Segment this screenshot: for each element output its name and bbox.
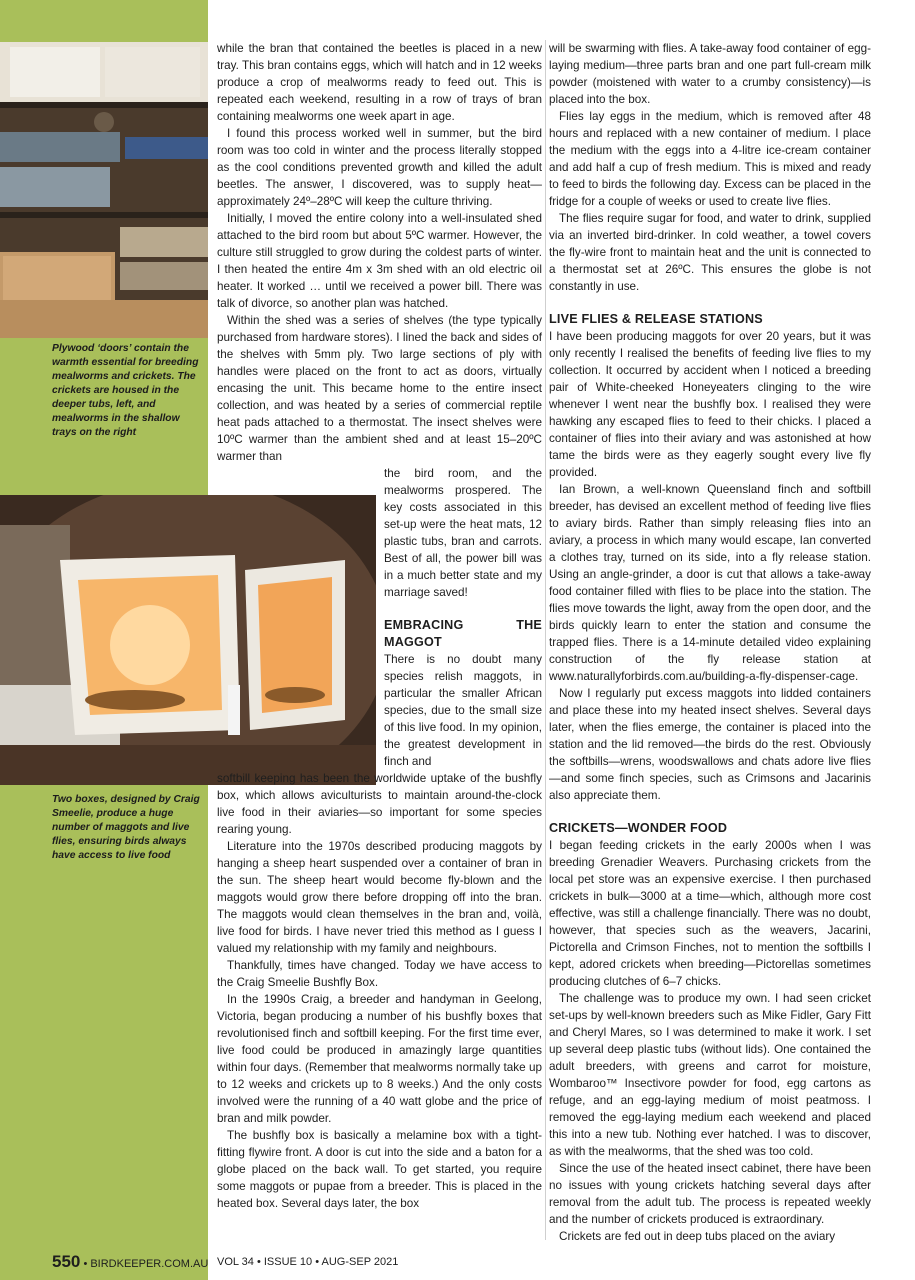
paragraph: Now I regularly put excess maggots into lidded containers and place these into my heated insect shelves. Several days later, when the flies emerge, the container is placed into the station and the lid removed—the birds do the rest. Obviously the softbills—wrens, woodswallows and chats adore live flies—and some finch species, such as Crimsons and Jacarinis also appreciate them. xyxy=(549,687,871,802)
paragraph: Ian Brown, a well-known Queensland finch and softbill breeder, has devised an excellent method of feeding live flies to aviary birds. Rather than simply releasing flies into an aviary, a process in which many would escape, Ian converted a clothes tray, turned on its side, into a fly release station. Using an angle-grinder, a door is cut that allows a take-away food container filled with flies to be place into the station. The flies move towards the light, away from the open door, and the birds quickly learn to enter the station and consume the trapped flies. There is a 14-minute detailed video explaining construction of the fly release station at www.naturallyforbirds.com.au/building-a-fly-dispenser-cage. xyxy=(549,483,871,683)
section-heading-crickets: CRICKETS—WONDER FOOD xyxy=(549,821,728,835)
photo-caption-bushfly: Two boxes, designed by Craig Smeelie, produce a huge number of maggots and live flies, ensuring birds always have access to live food xyxy=(52,794,200,861)
column-divider xyxy=(545,40,546,1240)
article-column-1 xyxy=(217,40,542,1212)
photo-insect-shelves xyxy=(0,42,208,338)
footer-site: • BIRDKEEPER.COM.AU xyxy=(83,1258,209,1270)
paragraph: Crickets are fed out in deep tubs placed on the aviary xyxy=(559,1230,836,1243)
paragraph: softbill keeping has been the worldwide uptake of the bushfly box, which allows aviculturists to maintain around-the-clock live food in their aviaries—so important for some species rearing young. xyxy=(217,772,542,836)
paragraph: will be swarming with flies. A take-away food container of egg-laying medium—three parts bran and one part full-cream milk powder (moistened with water to a crumby consistency)—is placed into the box. xyxy=(549,42,871,106)
photo-caption-shelves: Plywood ‘doors’ contain the warmth essential for breeding mealworms and crickets. The crickets are housed in the deeper tubs, left, and mealworms in the shallow trays on the right xyxy=(52,343,199,438)
paragraph: Within the shed was a series of shelves (the type typically purchased from hardware stores). I lined the back and sides of the shelves with 5mm ply. Two large sections of ply with handles were placed on the front to act as doors, virtually encasing the unit. This became home to the entire insect collection, and was heated by a series of commercial reptile heat pads attached to a thermostat. The insect shelves were 10ºC warmer than the ambient shed and at least 15–20ºC warmer than xyxy=(217,314,542,463)
paragraph: In the 1990s Craig, a breeder and handyman in Geelong, Victoria, began producing a number of his bushfly boxes that revolutionised finch and softbill keeping. For the first time ever, live food could be produced in amazingly large quantities within four days. (Remember that mealworms normally take up to 12 weeks and crickets up to 8 weeks.) And the only costs involved were the running of a 40 watt globe and the price of bran and milk powder. xyxy=(217,993,542,1125)
paragraph: There is no doubt many species relish maggots, in particular the smaller African species, due to the small size of this live food. In my opinion, the greatest development in finch and xyxy=(384,653,542,768)
paragraph: I began feeding crickets in the early 2000s when I was breeding Grenadier Weavers. Purchasing crickets from the local pet store was an expensive exercise. I then purchased crickets in bulk—3000 at a time—which, although more cost effective, was still a challenge financially. There was no doubt, however, that species such as the weavers, Jacarini, Pictorella and Crimson Finches, not to mention the softbills I kept, adored crickets when breeding—Pictorellas sometimes producing clutches of 6–7 chicks. xyxy=(549,839,871,988)
footer-issue: VOL 34 • ISSUE 10 • AUG-SEP 2021 xyxy=(217,1256,399,1268)
paragraph: Thankfully, times have changed. Today we have access to the Craig Smeelie Bushfly Box. xyxy=(217,959,542,989)
paragraph: Literature into the 1970s described producing maggots by hanging a sheep heart suspended over a container of bran in the sun. The sheep heart would become fly-blown and the maggots would grow there before dropping off into the bran. The maggots would clean themselves in the bran and, voilà, live food for birds. I have never tried this method as I guess I valued my relationship with my family and neighbours. xyxy=(217,840,542,955)
paragraph: I found this process worked well in summer, but the bird room was too cold in winter and the process literally stopped as the cool conditions prevented growth and killed the adult beetles. The answer, I discovered, was to supply heat—approximately 24º–28ºC will keep the culture thriving. xyxy=(217,127,542,208)
text-beside-photo xyxy=(384,465,542,770)
paragraph: The challenge was to produce my own. I had seen cricket set-ups by well-known breeders such as Mike Fidler, Gary Fitt and Cheryl Mares, so I was determined to make it work. I set up several deep plastic tubs (without lids). One contained the adult breeders, with greens and carrot for moisture, Wombaroo™ Insectivore powder for food, egg cartons as refuge, and an egg-laying medium of moist peatmoss. I removed the egg-laying medium each weekend and placed this into a new tub. Nothing ever hatched. I was to discover, as with the mealworms, that the shed was too cold. xyxy=(549,992,871,1158)
section-heading-maggot: EMBRACING THE MAGGOT xyxy=(384,618,542,649)
article-column-2 xyxy=(549,40,871,1245)
paragraph: the bird room, and the mealworms prospered. The key costs associated in this set-up were the heat mats, 12 plastic tubs, bran and carrots. Best of all, the power bill was in a much better state and my marriage saved! xyxy=(384,467,542,599)
paragraph: The flies require sugar for food, and water to drink, supplied via an inverted bird-drinker. In cold weather, a towel covers the fly-wire front to maintain heat and the unit is connected to a thermostat set at 26ºC. This ensures the globe is not constantly in use. xyxy=(549,212,871,293)
paragraph: Initially, I moved the entire colony into a well-insulated shed attached to the bird room but about 5ºC warmer. However, the culture still struggled to grow during the coldest parts of winter. I then heated the entire 4m x 3m shed with an old electric oil heater. It worked … until we received a power bill. There was talk of divorce, so another plan was hatched. xyxy=(217,212,542,310)
section-heading-flies: LIVE FLIES & RELEASE STATIONS xyxy=(549,312,763,326)
page-number: 550 xyxy=(52,1252,81,1271)
paragraph: while the bran that contained the beetles is placed in a new tray. This bran contains eggs, which will hatch and in 12 weeks produce a crop of mealworms ready to feed out. This is repeated each weekend, resulting in a row of trays of bran containing mealworms one week apart in age. xyxy=(217,42,542,123)
page-footer-left xyxy=(52,1252,208,1272)
paragraph: Flies lay eggs in the medium, which is removed after 48 hours and replaced with a new container of medium. I place the medium with the eggs into a 4-litre ice-cream container and add half a cup of fresh medium. This is mixed and ready to feed to birds the following day. Excess can be placed in the fridge for a couple of weeks or used to create live flies. xyxy=(549,110,871,208)
paragraph: The bushfly box is basically a melamine box with a tight-fitting flywire front. A door is cut into the side and a baton for a globe placed on the back wall. To get started, you require some maggots or pupae from a breeder. This is placed in the heated box. Several days later, the box xyxy=(217,1129,542,1210)
paragraph: I have been producing maggots for over 20 years, but it was only recently I realised the benefits of feeding live flies to my collection. It occurred by accident when I noticed a breeding pair of White-cheeked Honeyeaters clinging to the wire whenever I went near the bushfly box. I realised they were hawking any escaped flies to feed to their chicks. I placed a container of flies into their aviary and was astonished at how tame the birds were as they eagerly sought every live fly provided. xyxy=(549,330,871,479)
paragraph: Since the use of the heated insect cabinet, there have been no issues with young crickets hatching several days after removal from the adult tub. The process is repeated weekly and the number of crickets produced is extraordinary. xyxy=(549,1162,871,1226)
